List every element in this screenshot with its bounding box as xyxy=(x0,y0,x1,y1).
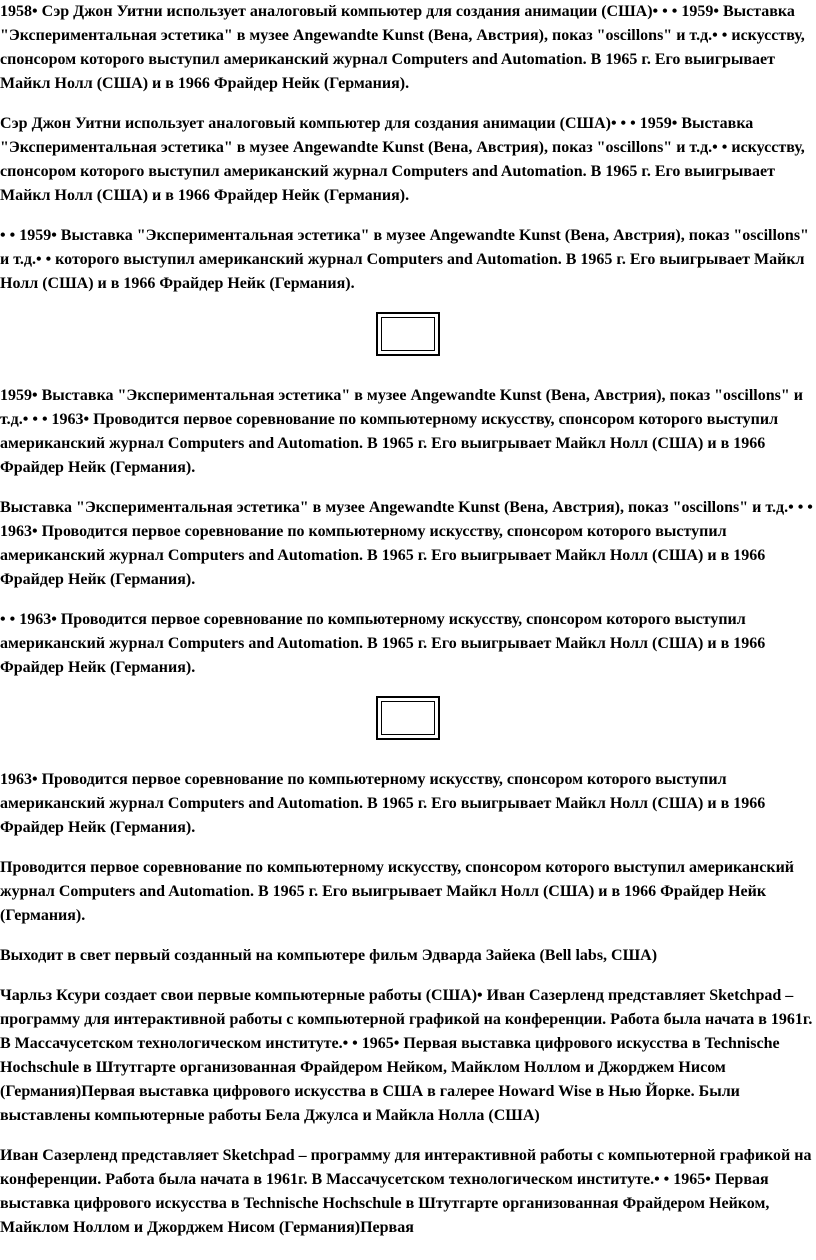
image-placeholder-icon xyxy=(376,696,440,740)
paragraph-4: 1959• Выставка "Экспериментальная эстетика" в музее Angewandte Kunst (Вена, Австрия), показ "oscillons" и т.д.• • • 1963• Проводится первое соревнование по компьютерному искусству, спонсором которого выступил американский журнал Computers and Automation. В 1965 г. Его выигрывает Майкл Нолл (США) и в 1966 Фрайдер Нейк (Германия). xyxy=(0,387,803,476)
image-placeholder-icon xyxy=(376,312,440,356)
paragraph-1: 1958• Сэр Джон Уитни использует аналоговый компьютер для создания анимации (США)• • • 1959• Выставка "Экспериментальная эстетика" в музее Angewandte Kunst (Вена, Австрия), показ "oscillons" и т.д.• • искусству, спонсором которого выступил американский журнал Computers and Automation. В 1965 г. Его выигрывает Майкл Нолл (США) и в 1966 Фрайдер Нейк (Германия). xyxy=(0,3,805,92)
paragraph-3: • • 1959• Выставка "Экспериментальная эстетика" в музее Angewandte Kunst (Вена, Австрия), показ "oscillons" и т.д.• • которого выступил американский журнал Computers and Automation. В 1965 г. Его выигрывает Майкл Нолл (США) и в 1966 Фрайдер Нейк (Германия). xyxy=(0,227,809,292)
paragraph-10: Чарльз Ксури создает свои первые компьютерные работы (США)• Иван Сазерленд представляет Sketchpad – программу для интерактивной работы с компьютерной графикой на конференции. Работа была начата в 1961г. В Массачусетском технологическом институте.• • 1965• Первая выставка цифрового искусства в Technische Hochschule в Штутгарте организованная Фрайдером Нейком, Майклом Ноллом и Джорджем Нисом (Германия)Первая выставка цифрового искусства в США в галерее Howard Wise в Нью Йорке. Были выставлены компьютерные работы Бела Джулса и Майкла Нолла (США) xyxy=(0,987,813,1124)
paragraph-7: 1963• Проводится первое соревнование по компьютерному искусству, спонсором которого выступил американский журнал Computers and Automation. В 1965 г. Его выигрывает Майкл Нолл (США) и в 1966 Фрайдер Нейк (Германия). xyxy=(0,771,766,836)
paragraph-8: Проводится первое соревнование по компьютерному искусству, спонсором которого выступил американский журнал Computers and Automation. В 1965 г. Его выигрывает Майкл Нолл (США) и в 1966 Фрайдер Нейк (Германия). xyxy=(0,859,795,924)
paragraph-11: Иван Сазерленд представляет Sketchpad – программу для интерактивной работы с компьютерной графикой на конференции. Работа была начата в 1961г. В Массачусетском технологическом институте.• • 1965• Первая выставка цифрового искусства в Technische Hochschule в Штутгарте организованная Фрайдером Нейком, Майклом Ноллом и Джорджем Нисом (Германия)Первая xyxy=(0,1147,812,1236)
paragraph-2: Сэр Джон Уитни использует аналоговый компьютер для создания анимации (США)• • • 1959• Выставка "Экспериментальная эстетика" в музее Angewandte Kunst (Вена, Австрия), показ "oscillons" и т.д.• • искусству, спонсором которого выступил американский журнал Computers and Automation. В 1965 г. Его выигрывает Майкл Нолл (США) и в 1966 Фрайдер Нейк (Германия). xyxy=(0,115,805,204)
paragraph-6: • • 1963• Проводится первое соревнование по компьютерному искусству, спонсором которого выступил американский журнал Computers and Automation. В 1965 г. Его выигрывает Майкл Нолл (США) и в 1966 Фрайдер Нейк (Германия). xyxy=(0,611,766,676)
paragraph-5: Выставка "Экспериментальная эстетика" в музее Angewandte Kunst (Вена, Австрия), показ "oscillons" и т.д.• • • 1963• Проводится первое соревнование по компьютерному искусству, спонсором которого выступил американский журнал Computers and Automation. В 1965 г. Его выигрывает Майкл Нолл (США) и в 1966 Фрайдер Нейк (Германия). xyxy=(0,499,813,588)
paragraph-9: Выходит в свет первый созданный на компьютере фильм Эдварда Зайека (Bell labs, США) xyxy=(0,947,658,964)
